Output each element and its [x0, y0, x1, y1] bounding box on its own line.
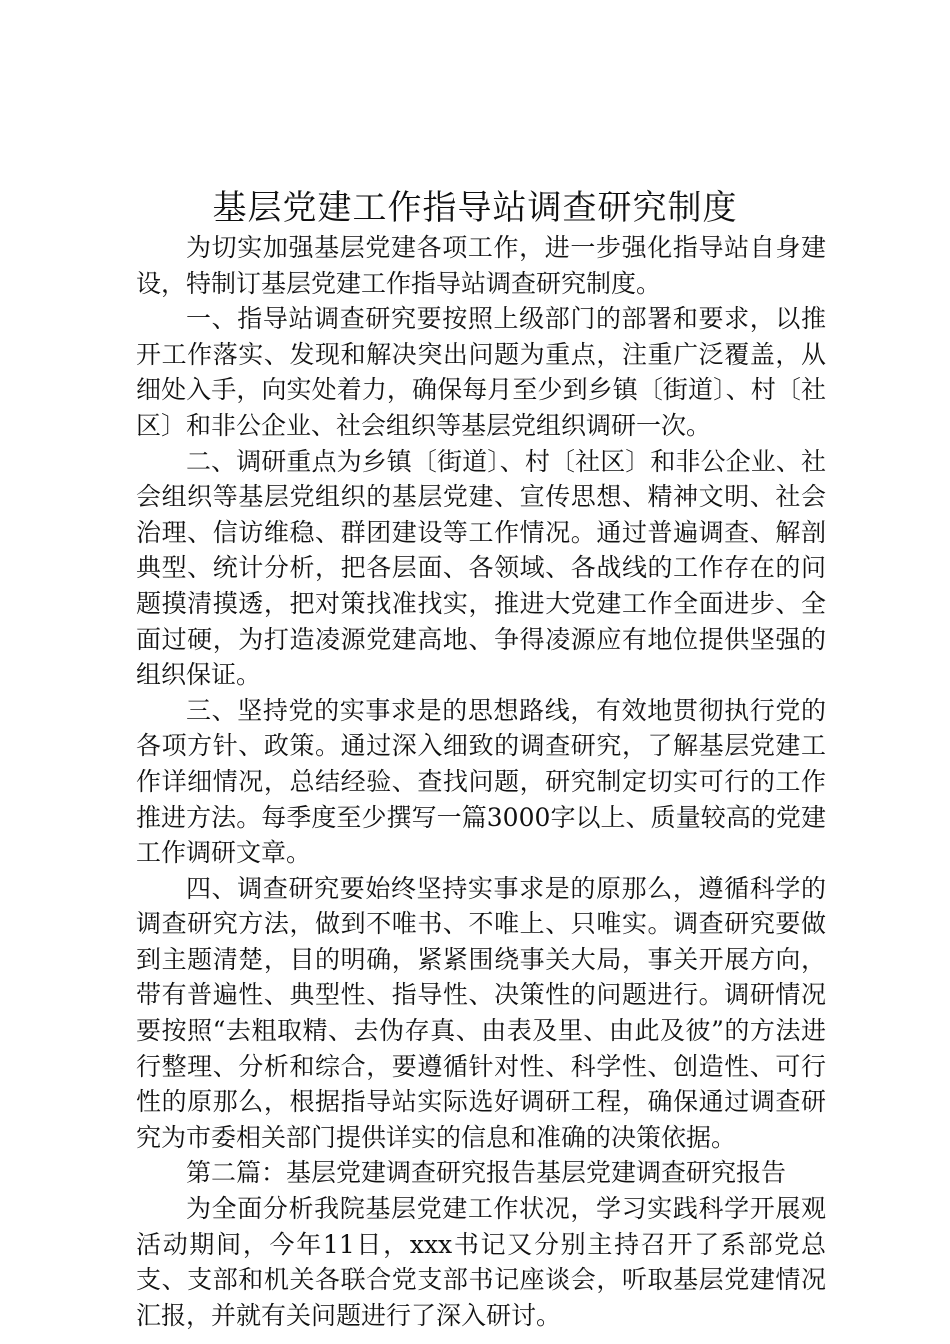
paragraph-intro: 为切实加强基层党建各项工作，进一步强化指导站自身建设，特制订基层党建工作指导站调查研究制度。 — [136, 233, 826, 298]
paragraph-section-1: 一、指导站调查研究要按照上级部门的部署和要求，以推开工作落实、发现和解决突出问题为重点，注重广泛覆盖，从细处入手，向实处着力，确保每月至少到乡镇〔街道〕、村〔社区〕和非公企业、社会组织等基层党组织调研一次。 — [136, 304, 826, 440]
paragraph-part-two-heading: 第二篇：基层党建调查研究报告基层党建调查研究报告 — [186, 1158, 787, 1188]
paragraph-part-two-intro: 为全面分析我院基层党建工作状况，学习实践科学开展观活动期间，今年11日，xxx书记又分别主持召开了系部党总支、支部和机关各联合党支部书记座谈会，听取基层党建情况汇报，并就有关问题进行了深入研讨。 — [136, 1194, 826, 1330]
document-title: 基层党建工作指导站调查研究制度 — [212, 188, 738, 228]
paragraph-section-3: 三、坚持党的实事求是的思想路线，有效地贯彻执行党的各项方针、政策。通过深入细致的调查研究，了解基层党建工作详细情况，总结经验、查找问题，研究制定切实可行的工作推进方法。每季度至少撰写一篇3000字以上、质量较高的党建工作调研文章。 — [136, 695, 826, 868]
paragraph-section-4: 四、调查研究要始终坚持实事求是的原那么，遵循科学的调查研究方法，做到不唯书、不唯上、只唯实。调查研究要做到主题清楚，目的明确，紧紧围绕事关大局，事关开展方向，带有普遍性、典型性、指导性、决策性的问题进行。调研情况要按照“去粗取精、去伪存真、由表及里、由此及彼”的方法进行整理、分析和综合，要遵循针对性、科学性、创造性、可行性的原那么，根据指导站实际选好调研工程，确保通过调查研究为市委相关部门提供详实的信息和准确的决策依据。 — [136, 873, 826, 1152]
document-body — [136, 230, 826, 1333]
paragraph-section-2: 二、调研重点为乡镇〔街道〕、村〔社区〕和非公企业、社会组织等基层党组织的基层党建、宣传思想、精神文明、社会治理、信访维稳、群团建设等工作情况。通过普遍调查、解剖典型、统计分析，把各层面、各领域、各战线的工作存在的问题摸清摸透，把对策找准找实，推进大党建工作全面进步、全面过硬，为打造凌源党建高地、争得凌源应有地位提供坚强的组织保证。 — [136, 446, 826, 690]
